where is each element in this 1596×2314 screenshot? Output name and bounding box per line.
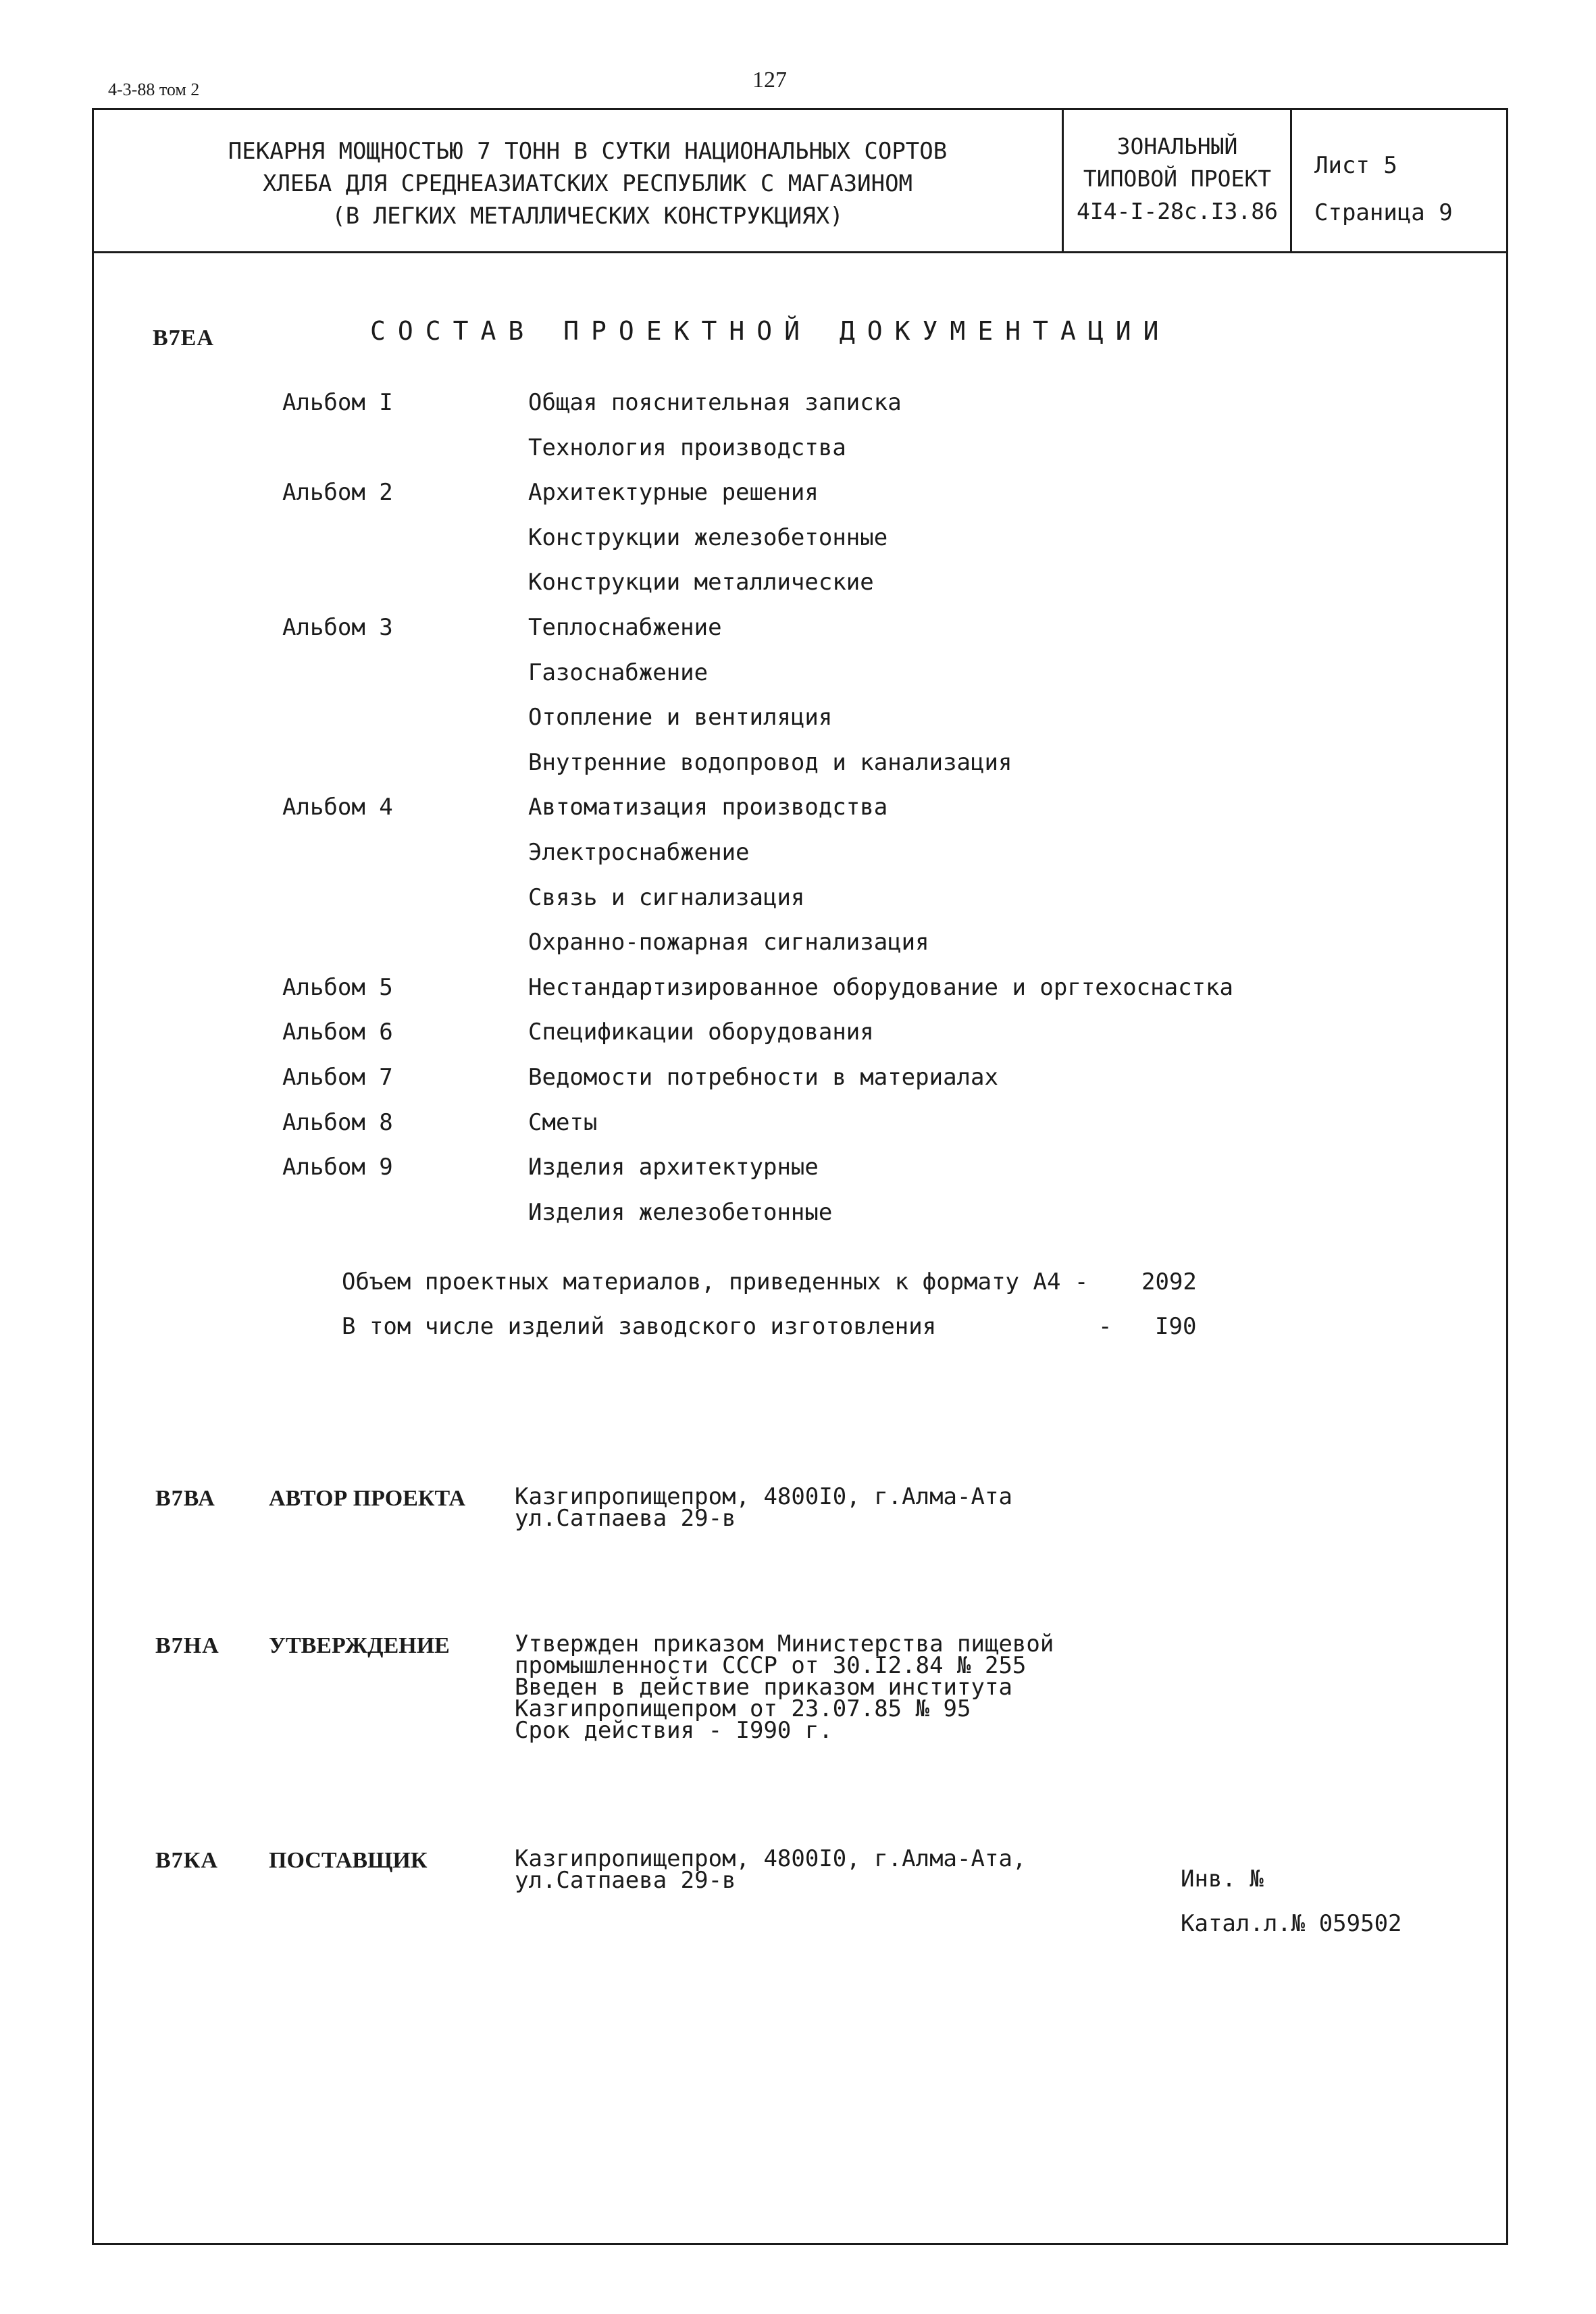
header-column-divider (1290, 108, 1292, 253)
album-label: Альбом 9 (282, 1154, 393, 1181)
album-label: Альбом 3 (282, 614, 393, 641)
project-title (135, 135, 1040, 232)
album-item: Изделия железобетонные (528, 1199, 833, 1226)
section-heading: СОСТАВ ПРОЕКТНОЙ ДОКУМЕНТАЦИИ (370, 316, 1171, 346)
author-line: ул.Сатпаева 29-в (515, 1505, 736, 1532)
album-item: Охранно-пожарная сигнализация (528, 929, 929, 956)
catalog-label: Катал.л.№ 059502 (1181, 1910, 1402, 1937)
album-item: Изделия архитектурные (528, 1154, 819, 1181)
album-item: Внутренние водопровод и канализация (528, 749, 1012, 776)
album-item: Электроснабжение (528, 839, 750, 866)
approval-title: УТВЕРЖДЕНИЕ (269, 1633, 450, 1658)
album-label: Альбом 5 (282, 974, 393, 1001)
page-number: 127 (752, 68, 787, 93)
album-item: Спецификации оборудования (528, 1019, 874, 1046)
supplier-line: ул.Сатпаева 29-в (515, 1867, 736, 1894)
factory-value: I90 (1155, 1313, 1197, 1340)
page-label: Страница 9 (1314, 199, 1453, 226)
album-item: Архитектурные решения (528, 479, 819, 506)
approval-line: Утвержден приказом Министерства пищевой (515, 1630, 1054, 1657)
section-code: В7ЕА (153, 326, 214, 351)
project-title-line: ХЛЕБА ДЛЯ СРЕДНЕАЗИАТСКИХ РЕСПУБЛИК С МАГАЗИНОМ (262, 170, 913, 197)
album-item: Ведомости потребности в материалах (528, 1064, 998, 1091)
album-label: Альбом 8 (282, 1109, 393, 1136)
author-title: АВТОР ПРОЕКТА (269, 1486, 466, 1511)
project-title-line: ПЕКАРНЯ МОЩНОСТЬЮ 7 ТОНН В СУТКИ НАЦИОНАЛЬНЫХ СОРТОВ (228, 138, 948, 165)
album-item: Конструкции металлические (528, 569, 874, 596)
approval-line: Казгипропищепром от 23.07.85 № 95 (515, 1695, 971, 1722)
sheet-label: Лист 5 (1314, 152, 1397, 179)
volume-value: 2092 (1141, 1268, 1197, 1295)
album-label: Альбом 4 (282, 794, 393, 821)
document-corner-label: 4-3-88 том 2 (108, 80, 200, 99)
author-line: Казгипропищепром, 4800I0, г.Алма-Ата (515, 1483, 1012, 1510)
album-item: Газоснабжение (528, 659, 709, 686)
inventory-label: Инв. № (1181, 1866, 1264, 1893)
header-divider (92, 251, 1508, 253)
supplier-line: Казгипропищепром, 4800I0, г.Алма-Ата, (515, 1845, 1027, 1872)
approval-line: Срок действия - I990 г. (515, 1717, 833, 1744)
project-type-line: ТИПОВОЙ ПРОЕКТ (1083, 165, 1272, 192)
album-item: Общая пояснительная записка (528, 389, 902, 416)
album-item: Конструкции железобетонные (528, 524, 888, 551)
project-type (1066, 130, 1289, 228)
approval-text (515, 1630, 1054, 1744)
project-title-line: (В ЛЕГКИХ МЕТАЛЛИЧЕСКИХ КОНСТРУКЦИЯХ) (332, 203, 844, 230)
supplier-text (515, 1845, 1027, 1894)
supplier-title: ПОСТАВЩИК (269, 1848, 428, 1873)
album-label: Альбом 2 (282, 479, 393, 506)
factory-label: В том числе изделий заводского изготовления (342, 1313, 937, 1340)
album-item: Сметы (528, 1109, 598, 1136)
project-number: 4I4-I-28с.I3.86 (1076, 198, 1278, 224)
approval-line: промышленности СССР от 30.I2.84 № 255 (515, 1652, 1027, 1679)
header-column-divider (1062, 108, 1064, 253)
album-item: Отопление и вентиляция (528, 704, 833, 731)
approval-line: Введен в действие приказом института (515, 1674, 1012, 1701)
album-item: Автоматизация производства (528, 794, 888, 821)
album-item: Нестандартизированное оборудование и оргтехоснастка (528, 974, 1233, 1001)
album-item: Теплоснабжение (528, 614, 722, 641)
section-code: В7НА (155, 1633, 220, 1658)
factory-dash: - (1098, 1313, 1112, 1340)
author-text (515, 1483, 1012, 1532)
album-label: Альбом I (282, 389, 393, 416)
album-item: Технология производства (528, 434, 846, 461)
project-type-line: ЗОНАЛЬНЫЙ (1116, 133, 1238, 159)
section-code: В7ВА (155, 1486, 215, 1511)
sheet-info (1314, 142, 1453, 236)
section-code: В7КА (155, 1848, 218, 1873)
album-label: Альбом 6 (282, 1019, 393, 1046)
volume-label: Объем проектных материалов, приведенных к формату А4 - (342, 1268, 1089, 1295)
album-item: Связь и сигнализация (528, 884, 805, 911)
album-label: Альбом 7 (282, 1064, 393, 1091)
